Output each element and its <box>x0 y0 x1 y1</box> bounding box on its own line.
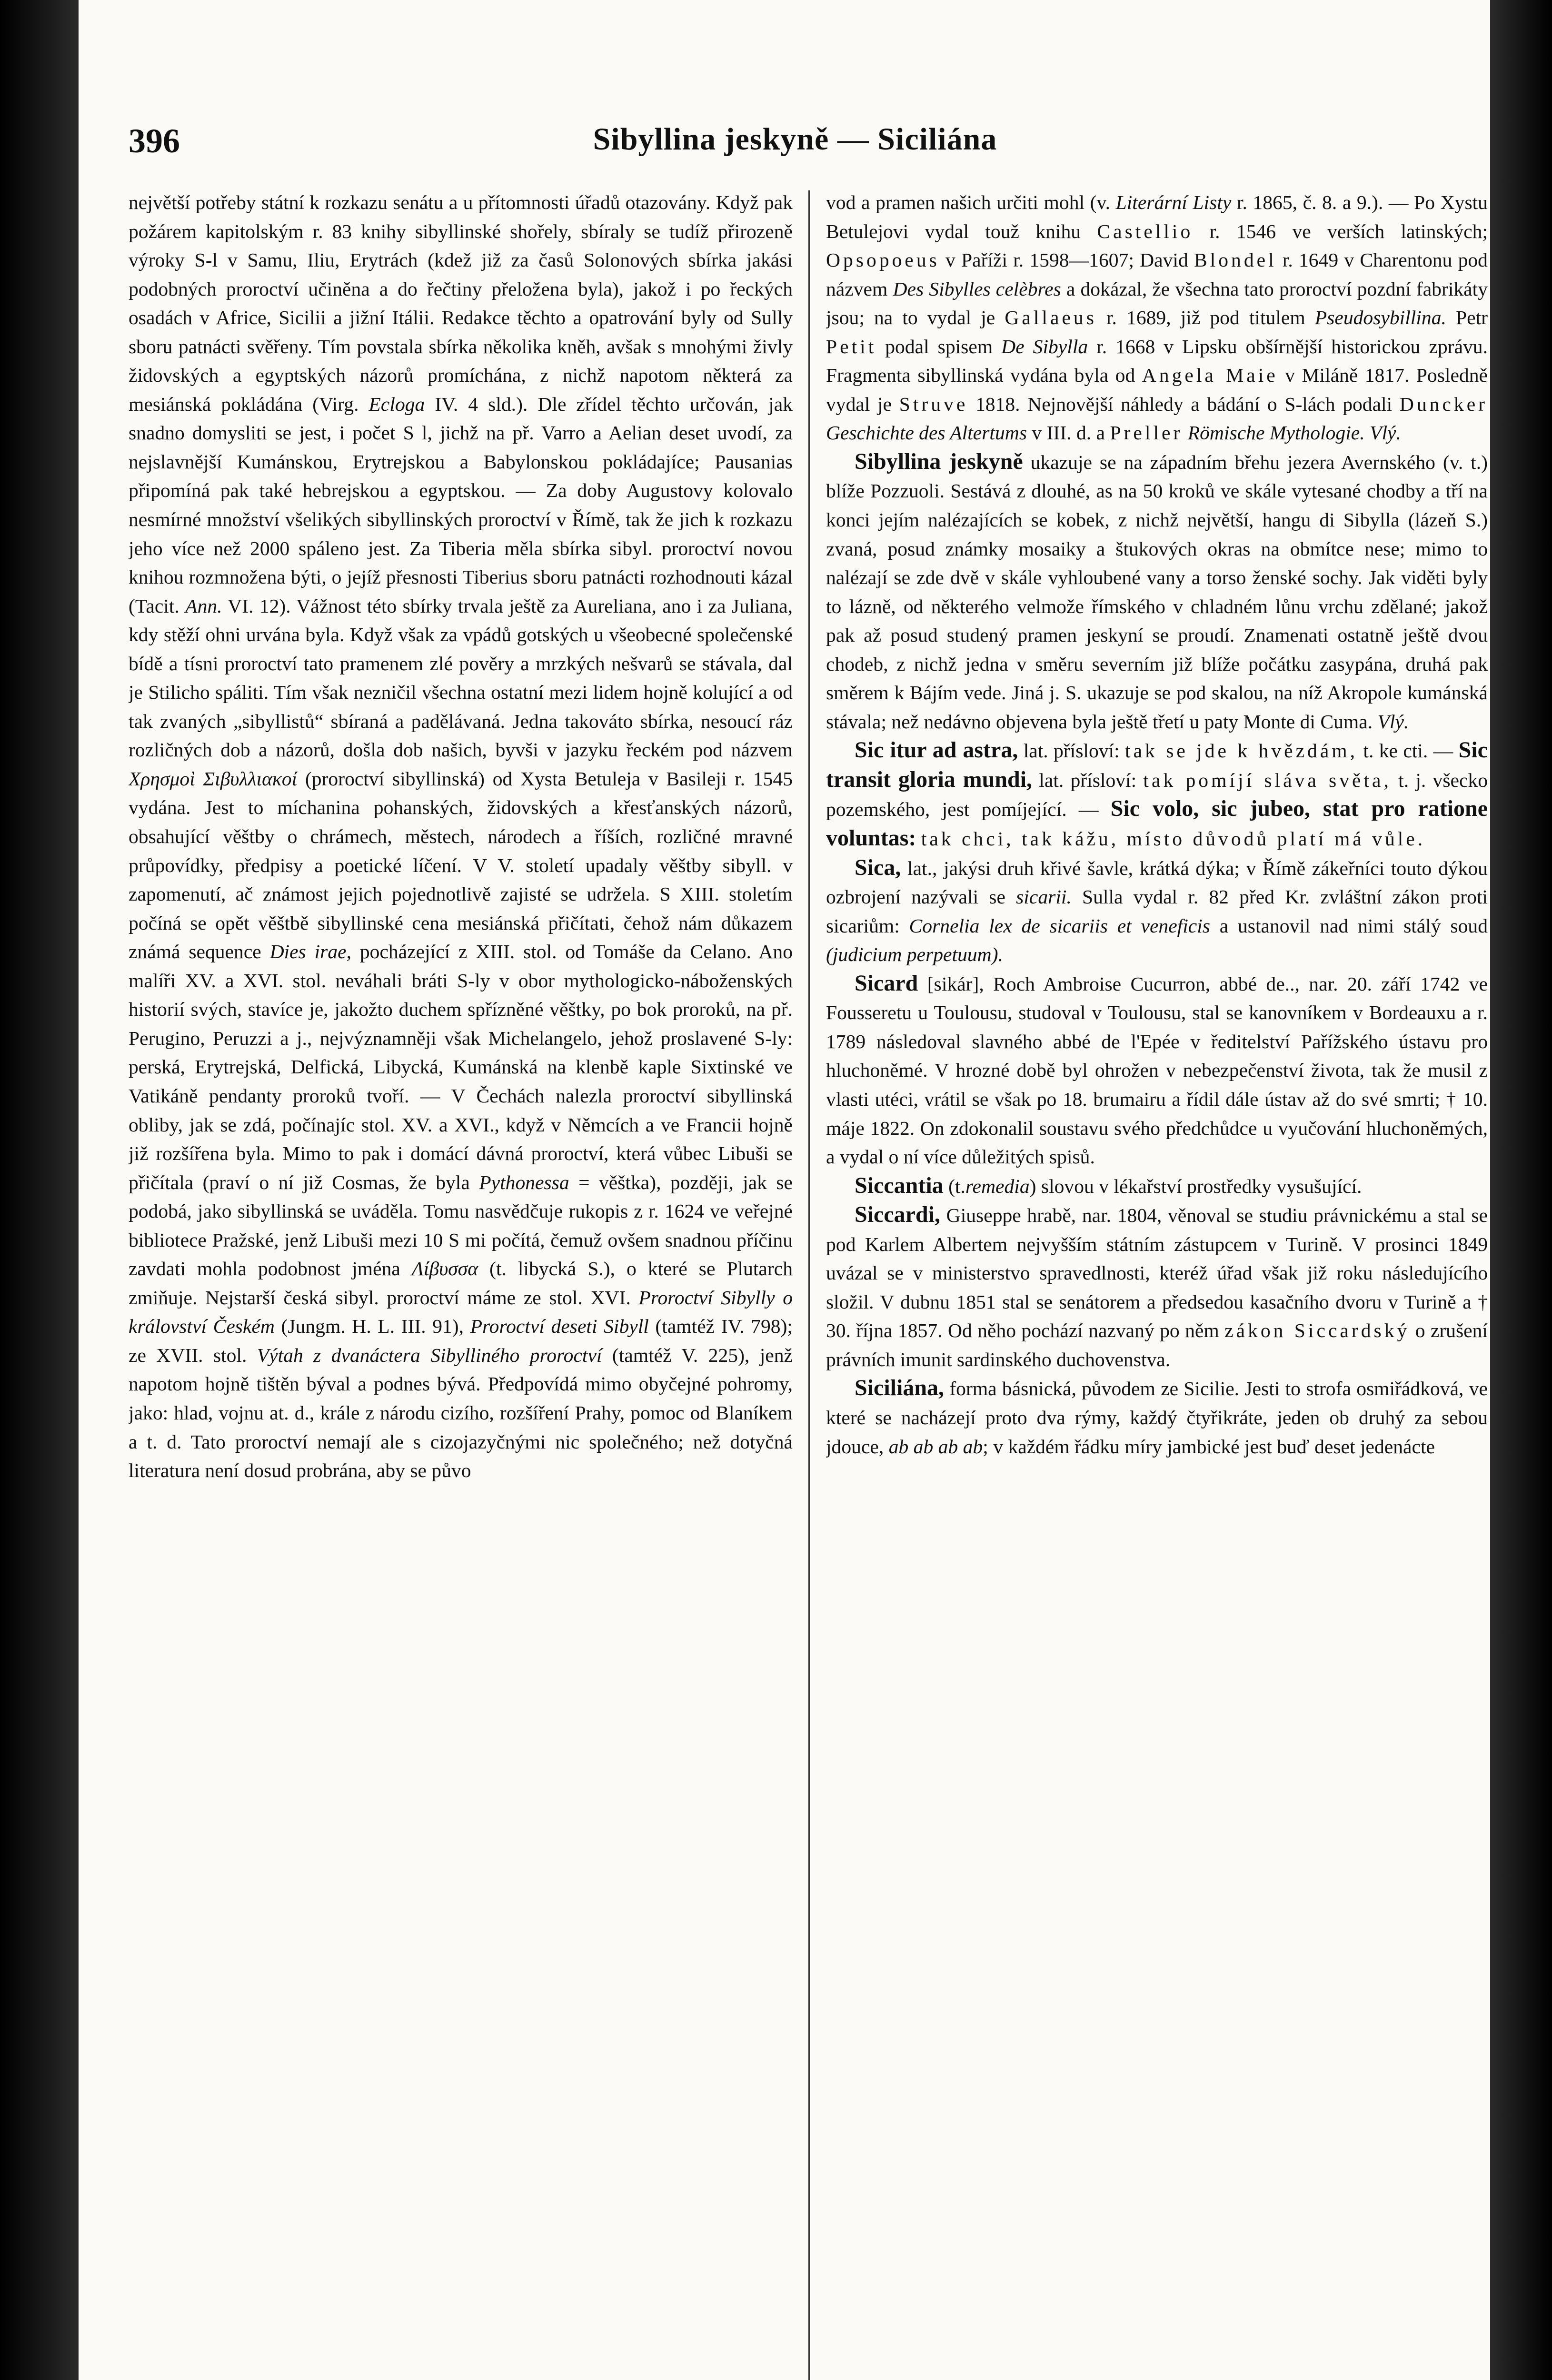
page-number: 396 <box>129 122 180 160</box>
headword: Sic transit gloria mundi, <box>826 737 1488 792</box>
entry-siccantia: Siccantia (t.remedia) slovou v lékařství prostředky vysušující. <box>855 1172 1362 1198</box>
sibylla-entry-end: vod a pramen našich určiti mohl (v. Literární Listy r. 1865, č. 8. a 9.). — Po Xystu Betulejovi vydal touž knihu Castellio r. 1546 ve verších latinských; Opsopoeus v Paříži r. 1598—1607; David Blondel r. 1649 v Charentonu pod názvem Des Sibylles celèbres a dokázal, že všechna tato proroctví pozdní fabrikáty jsou; na to vydal je Gallaeus r. 1689, již pod titulem Pseudosybillina. Petr Petit podal spisem De Sibylla r. 1668 v Lipsku obšírnější historickou zprávu. Fragmenta sibyllinská vydána byla od Angela Maie v Miláně 1817. Posledně vydal je Struve 1818. Nejnovější náhledy a bádání o S-lách podali Duncker Geschichte des Altertums v III. d. a Preller Römische Mythologie. Vlý. <box>826 191 1488 444</box>
running-head: Sibyllina jeskyně — Siciliána <box>593 122 997 157</box>
headword: Siciliána, <box>855 1375 945 1401</box>
headword: Sica, <box>855 854 901 880</box>
right-column <box>826 188 1488 2380</box>
headword: Siccantia <box>855 1172 944 1198</box>
entry-siciliana: Siciliána, forma básnická, původem ze Sicilie. Jesti to strofa osmiřádková, ve které se nacházejí proto dva rýmy, každý čtyřikráte, jeden ob druhý za sebou jdouce, ab ab ab ab; v každém řádku míry jambické jest buď deset jedenácte <box>826 1375 1488 1458</box>
entry-sibyllina-jeskyne: Sibyllina jeskyně ukazuje se na západním břehu jezera Avernského (v. t.) blíže Pozzuoli. Sestává z dlouhé, as na 50 kroků ve skále vytesané chodby a tří na konci jejím nalézajících se kobek, z nichž největší, hangu di Sibylla (lázeň S.) zvaná, posud známky mosaiky a štukových okras na obmítce nese; mimo to nalézají se zde dvě v skále vyhloubené vany a torso ženské sochy. Jak viděti byly to lázně, od některého velmože římského v chladném lůnu vrchu zdělané; jakož pak až posud studený pramen jeskyní se proudí. Znamenati ostatně ještě dvou chodeb, z nichž jedna v směru severním již blíže počátku zasypána, druhá pak směrem k Bájím vede. Jiná j. S. ukazuje se pod skalou, na níž Akropole kumánská stávala; než nedávno objevena byla ještě třetí u paty Monte di Cuma. Vlý. <box>826 448 1488 733</box>
entry-sica: Sica, lat., jakýsi druh křivé šavle, krátká dýka; v Římě zákeřníci touto dýkou ozbrojení nazývali se sicarii. Sulla vydal r. 82 před Kr. zvláštní zákon proti sicariům: Cornelia lex de sicariis et veneficis a ustanovil nad nimi stálý soud (judicium perpetuum). <box>826 854 1488 966</box>
page-header <box>129 121 1462 164</box>
headword: Sic volo, sic jubeo, stat pro ratione voluntas: <box>826 796 1488 851</box>
entry-sicard: Sicard [sikár], Roch Ambroise Cucurron, abbé de.., nar. 20. září 1742 ve Fousseretu u Toulousu, studoval v Toulousu, stal se kanovníkem v Bordeauxu a r. 1789 následoval slavného abbé de l'Epée v ředitelství Pařížského ústavu pro hluchoněmé. V hrozné době byl ohrožen v nebezpečenství života, tak že musil z vlasti utéci, vrátil se však po 18. brumairu a řídil dále ústav až do své smrti; † 10. máje 1822. On zdokonalil soustavu svého předchůdce u vyučování hluchoněmých, a vydal o ní více důležitých spisů. <box>826 970 1488 1168</box>
headword: Sic itur ad astra, <box>855 737 1018 763</box>
headword: Sicard <box>855 970 918 996</box>
headword: Sibyllina jeskyně <box>855 448 1023 474</box>
headword: Siccardi, <box>855 1202 940 1228</box>
entry-siccardi: Siccardi, Giuseppe hrabě, nar. 1804, věnoval se studiu právnickému a stal se pod Karlem Albertem nejvyšším státním zástupcem v Turině. V prosinci 1849 uvázal se v ministerstvo spravedlnosti, kteréž úřad však již roku následujícího složil. V dubnu 1851 stal se senátorem a předsedou kasačního dvoru v Turině a † 30. října 1857. Od něho pochází nazvaný po něm zákon Siccardský o zrušení právních imunit sardinského duchovenstva. <box>826 1202 1488 1370</box>
left-column <box>129 188 793 2380</box>
right-margin-shadow <box>1490 0 1552 2380</box>
entry-sic-itur: Sic itur ad astra, lat. přísloví: tak se jde k hvězdám, t. ke cti. — Sic transit gloria mundi, lat. přísloví: tak pomíjí sláva světa, t. j. všecko pozemského, jest pomíjející. — Sic volo, sic jubeo, stat pro ratione voluntas: tak chci, tak kážu, místo důvodů platí má vůle. <box>826 737 1488 851</box>
left-margin-shadow <box>0 0 79 2380</box>
column-rule <box>808 190 810 2380</box>
sibylla-entry-continuation: největší potřeby státní k rozkazu senátu a u přítomnosti úřadů otazovány. Když pak požárem kapitolským r. 83 knihy sibyllinské shořely, sbíraly se tudíž přirozeně výroky S-l v Samu, Iliu, Erytrách (kdež již za časů Solonových sbírka jakási podobných proroctví učiněna a do řečtiny přeložena byla), jakož i po řeckých osadách v Africe, Sicilii a jižní Itálii. Redakce těchto a opatrování byly od Sully sboru patnácti svěřeny. Tím povstala sbírka několika kněh, avšak s mnohými živly židovských a egyptských názorů promíchána, z nichž napotom některá za mesiánská pokládána (Virg. Ecloga IV. 4 sld.). Dle zřídel těchto určován, jak snadno domysliti se jest, i počet S l, jichž na př. Varro a Aelian deset uvodí, za nejslavnější Kumánskou, Erytrejskou a Babylonskou pokládajíce; Pausanias připomíná pak také hebrejskou a egyptskou. — Za doby Augustovy kolovalo nesmírné množství všelikých sibyllinských proroctví v Římě, tak že jich k rozkazu jeho více než 2000 spáleno jest. Za Tiberia měla sbírka sibyl. proroctví novou knihou rozmnožena býti, o jejíž přesnosti Tiberius sboru patnácti rozhodnouti kázal (Tacit. Ann. VI. 12). Vážnost této sbírky trvala ještě za Aureliana, ano i za Juliana, kdy stěží ohni urvána byla. Když však za vpádů gotských u všeobecné společenské bídě a tísni proroctví tato pramenem zlé pověry a mrzkých nešvarů se stávala, dal je Stilicho spáliti. Tím však nezničil všechna ostatní mezi lidem hojně kolující a od tak zvaných „sibyllistů“ sbíraná a padělávaná. Jedna takováto sbírka, nesoucí ráz rozličných dob a názorů, došla dob našich, byvši v jazyku řeckém pod názvem Χρησμοὶ Σιβυλλιακοί (proroctví sibyllinská) od Xysta Betuleja v Basileji r. 1545 vydána. Jest to míchanina pohanských, židovských a křesťanských názorů, obsahující věštby o chrámech, městech, národech a říších, rozličné mravné průpovídky, předpisy a poetické líčení. V V. století upadaly věštby sibyll. v zapomenutí, ač známost jejich pojednotlivě zajisté se udržela. S XIII. stoletím počíná se opět věštbě sibyllinské cena mesiánská přičítati, čehož nám důkazem známá sequence Dies irae, pocházející z XIII. stol. od Tomáše da Celano. Ano malíři XV. a XVI. stol. neváhali bráti S-ly v obor mythologicko-náboženských historií svých, stavíce je, jakožto duchem spřízněné věštky, po bok proroků, na př. Perugino, Peruzzi a j., nejvýznamněji však Michelangelo, jehož proslavené S-ly: perská, Erytrejská, Delfická, Libycká, Kumánská na klenbě kaple Sixtinské ve Vatikáně pendanty proroků tvoří. — V Čechách nalezla proroctví sibyllinská obliby, jak se zdá, počínajíc stol. XV. a XVI., když v Němcích a ve Francii hojně již rozšířena byla. Mimo to pak i domácí dávná proroctví, která vůbec Libuši se přičítala (praví o ní již Cosmas, že byla Pythonessa = věštka), později, jak se podobá, jako sibyllinská se uváděla. Tomu nasvědčuje rukopis z r. 1624 ve veřejné bibliotece Pražské, jenž Libuši mezi 10 S mi počítá, čemuž ovšem snadnou příčinu zavdati mohla podobnost jména Λίβυσσα (t. libycká S.), o které se Plutarch zmiňuje. Nejstarší česká sibyl. proroctví máme ze stol. XVI. Proroctví Sibylly o království Českém (Jungm. H. L. III. 91), Proroctví deseti Sibyll (tamtéž IV. 798); ze XVII. stol. Výtah z dvanáctera Sibylliného proroctví (tamtéž V. 225), jenž napotom hojně tištěn býval a podnes bývá. Předpovídá mimo obyčejné pohromy, jako: hlad, vojnu at. d., krále z národu cizího, rozšíření Prahy, pomoc od Blaníkem a t. d. Tato proroctví nemají ale s cizojazyčnými nic společného; než dotyčná literatura není dosud probrána, aby se půvo <box>129 191 793 1482</box>
